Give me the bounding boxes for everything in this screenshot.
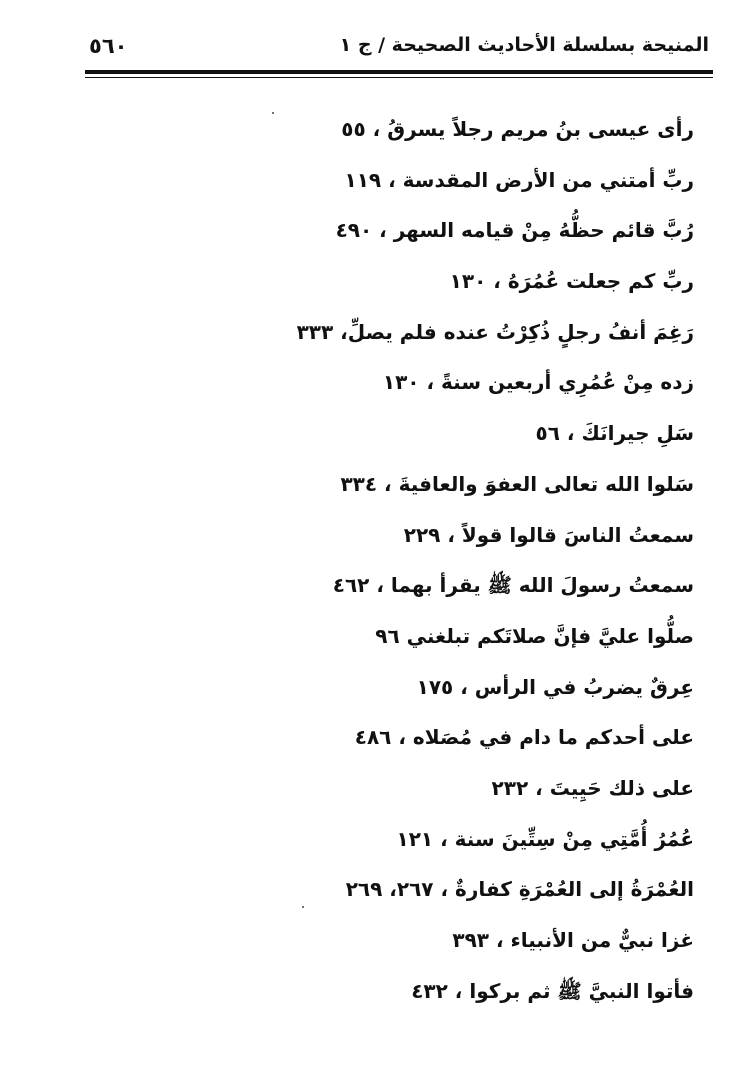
index-entry: عُمُرُ أُمَّتِي مِنْ سِتِّينَ سنة ، ١٢١ — [396, 826, 694, 851]
entry-text: سمعتُ رسولَ الله ﷺ يقرأ بهما — [390, 573, 694, 598]
index-entry: سمعتُ رسولَ الله ﷺ يقرأ بهما ، ٤٦٢ — [332, 573, 694, 598]
index-entry: سَلوا الله تعالى العفوَ والعافيةَ ، ٣٣٤ — [340, 471, 694, 496]
entry-pages: ١٢١ — [396, 826, 434, 851]
entry-text: رَغِمَ أنفُ رجلٍ ذُكِرْتُ عنده فلم يصلِّ — [347, 319, 694, 344]
entry-pages: ١٣٠ — [382, 370, 420, 395]
index-entry: سَلِ جيرانَكَ ، ٥٦ — [535, 421, 694, 446]
entry-pages: ٥٥ — [341, 117, 366, 141]
entry-pages: ٤٣٢ — [411, 978, 448, 1003]
entry-pages: ٤٦٢ — [332, 573, 370, 598]
entry-pages: ٥٦ — [535, 421, 560, 446]
index-entry: على أحدكم ما دام في مُصَلاه ، ٤٨٦ — [354, 725, 694, 750]
index-entry — [134, 611, 694, 662]
entry-pages: ١١٩ — [344, 167, 382, 192]
index-entry: ربِّ أمتني من الأرض المقدسة ، ١١٩ — [344, 167, 694, 192]
page-number: ٥٦٠ — [89, 34, 128, 58]
hadith-index-list — [134, 104, 694, 1016]
entry-pages: ٤٨٦ — [354, 725, 392, 750]
entry-text: ربِّ أمتني من الأرض المقدسة — [402, 167, 694, 192]
header-rule-thick — [85, 70, 713, 74]
entry-pages: ٣٩٣ — [452, 928, 489, 952]
index-entry: العُمْرَةُ إلى العُمْرَةِ كفارةٌ ، ٢٦٧، ٢٦٩ — [345, 877, 694, 902]
entry-text: عِرقٌ يضربُ في الرأس — [474, 674, 694, 699]
entry-text: صلُّوا عليَّ فإنَّ صلاتَكم تبلغني — [406, 623, 694, 648]
entry-pages: ٤٩٠ — [335, 218, 373, 243]
entry-pages: ١٣٠ — [449, 269, 487, 294]
index-entry: رُبَّ قائم حظُّهُ مِنْ قيامه السهر ، ٤٩٠ — [335, 218, 694, 243]
index-entry: زده مِنْ عُمُرِي أربعين سنةً ، ١٣٠ — [382, 370, 694, 395]
entry-text: فأتوا النبيَّ ﷺ ثم بركوا — [469, 978, 694, 1003]
index-entry: رأى عيسى بنُ مريم رجلاً يسرقُ ، ٥٥ — [341, 117, 694, 141]
entry-text: على أحدكم ما دام في مُصَلاه — [412, 725, 694, 750]
entry-text: رُبَّ قائم حظُّهُ مِنْ قيامه السهر — [393, 218, 694, 243]
index-entry: فأتوا النبيَّ ﷺ ثم بركوا ، ٤٣٢ — [411, 978, 694, 1003]
header-rule-thin — [85, 77, 713, 78]
entry-pages: ٣٣٣ — [296, 319, 334, 344]
index-entry: ربِّ كم جعلت عُمُرَهُ ، ١٣٠ — [449, 269, 694, 294]
entry-text: على ذلك حَيِيتَ — [549, 775, 694, 800]
scan-speck — [302, 906, 304, 908]
index-entry: غزا نبيٌّ من الأنبياء ، ٣٩٣ — [452, 928, 694, 952]
index-entry: عِرقٌ يضربُ في الرأس ، ١٧٥ — [416, 674, 694, 699]
entry-pages: ٢٣٢ — [491, 775, 529, 800]
index-entry: على ذلك حَيِيتَ ، ٢٣٢ — [491, 775, 694, 800]
entry-pages: ٩٦ — [375, 623, 400, 648]
entry-text: غزا نبيٌّ من الأنبياء — [510, 928, 694, 952]
entry-pages: ١٧٥ — [416, 674, 454, 699]
entry-pages: ٢٦٧، ٢٦٩ — [345, 877, 434, 902]
scan-speck — [272, 112, 274, 114]
entry-pages: ٢٢٩ — [403, 522, 441, 547]
entry-pages: ٣٣٤ — [340, 471, 378, 496]
page-header — [85, 32, 713, 68]
entry-text: سمعتُ الناسَ قالوا قولاً — [461, 522, 694, 547]
entry-text: سَلِ جيرانَكَ — [581, 421, 694, 446]
entry-text: ربِّ كم جعلت عُمُرَهُ — [507, 269, 694, 294]
entry-text: العُمْرَةُ إلى العُمْرَةِ كفارةٌ — [455, 877, 694, 902]
running-title: المنيحة بسلسلة الأحاديث الصحيحة / ج ١ — [339, 34, 709, 56]
entry-text: عُمُرُ أُمَّتِي مِنْ سِتِّينَ سنة — [454, 826, 694, 851]
entry-text: سَلوا الله تعالى العفوَ والعافيةَ — [398, 471, 694, 496]
entry-text: زده مِنْ عُمُرِي أربعين سنةً — [441, 370, 694, 395]
entry-text: رأى عيسى بنُ مريم رجلاً يسرقُ — [387, 117, 694, 141]
index-entry: سمعتُ الناسَ قالوا قولاً ، ٢٢٩ — [403, 522, 694, 547]
index-entry: رَغِمَ أنفُ رجلٍ ذُكِرْتُ عنده فلم يصلِّ، ٣٣٣ — [296, 319, 694, 344]
